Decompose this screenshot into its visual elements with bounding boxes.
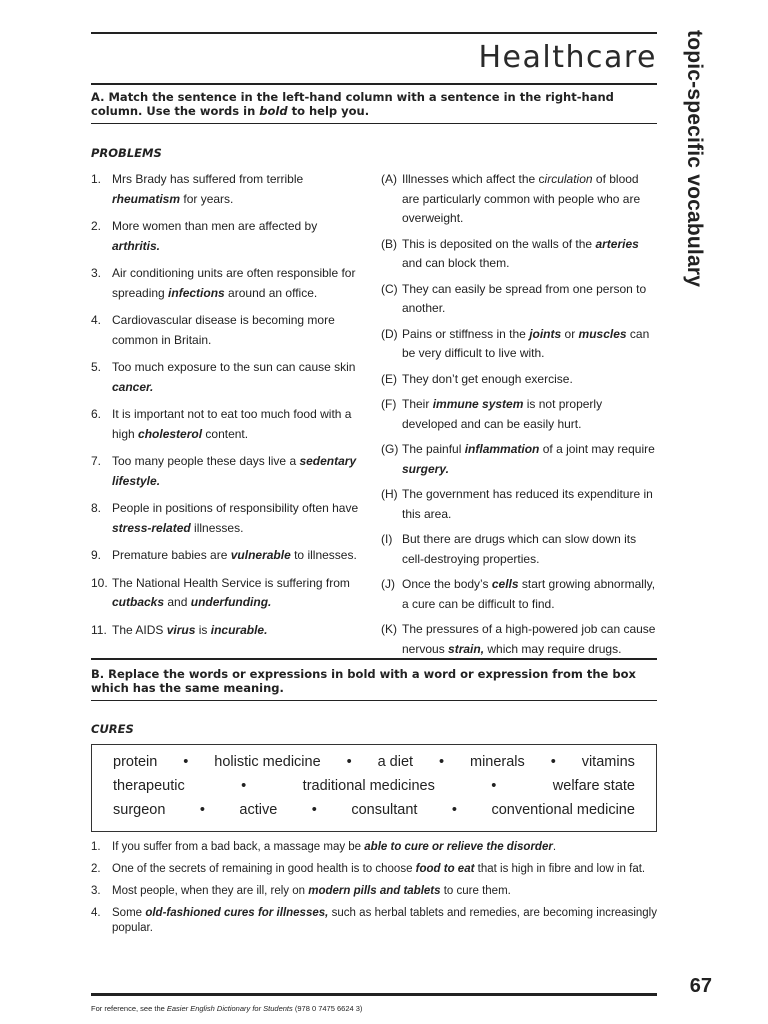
item-number: 9. [91,548,102,562]
text-run: The government has reduced its expenditure in this area. [402,487,653,521]
item-number: (H) [381,487,398,501]
text-run: Premature babies are [112,548,231,562]
item-text [112,862,657,877]
item-text [402,530,657,569]
text-run: Air conditioning units are often responsible for spreading [112,266,356,300]
emphasis-text: underfunding. [190,595,272,609]
text-run: Too much exposure to the sun can cause skin [112,360,356,374]
text-run: start growing abnormally, a cure can be difficult to find. [402,577,656,611]
text-run: A. Match the sentence in the left-hand column with a sentence in the right-hand column. Use the words in [91,90,614,118]
list-item [91,264,367,303]
list-item [91,405,367,444]
emphasis-text: old-fashioned cures for illnesses, [145,907,329,919]
page-title: Healthcare [478,40,657,75]
text-run: illnesses. [190,520,244,535]
emphasis-text: sedentary lifestyle. [112,454,357,488]
list-item [381,485,657,524]
text-run: such as herbal tablets and remedies, are becoming increasingly popular. [112,907,657,934]
emphasis-text: inflammation [464,442,540,456]
item-text [402,620,657,659]
text-run: People in positions of responsibility often have [112,501,359,515]
item-number: 2. [91,219,102,233]
box-word: holistic medicine [214,754,321,770]
box-word: conventional medicine [491,802,635,818]
item-text [112,358,367,397]
text-run: The pressures of a high-powered job can cause nervous [402,622,656,656]
instruction-a-rule [91,123,657,124]
item-number: 2. [91,863,101,875]
emphasis-text: cutbacks [112,595,165,609]
bullet-separator: • [241,778,247,794]
text-run: For reference, see the [91,1004,167,1013]
box-word: minerals [469,754,525,770]
matches-list [381,170,657,659]
list-item [91,862,657,877]
text-run: More women than men are affected by [112,219,318,233]
box-word: protein [113,754,158,770]
text-run: of a joint may require [539,442,655,456]
list-item [91,358,367,397]
emphasis-text: infections [168,285,225,300]
text-run: Once the body’s [402,577,492,591]
emphasis-text: modern pills and tablets [308,885,441,897]
item-text [402,370,657,390]
box-word: consultant [351,802,418,818]
list-item [91,217,367,256]
item-text [112,840,657,855]
text-run: One of the secrets of remaining in good health is to choose [112,863,416,875]
item-number: (J) [381,577,395,591]
emphasis-text: bold [259,104,288,118]
text-run: and can block them. [402,256,510,270]
item-text [112,264,367,303]
item-text [112,574,367,613]
item-number: (C) [381,281,398,296]
emphasis-text: incurable. [210,622,268,637]
box-word: traditional medicines [302,778,435,794]
text-run: Their [402,397,433,411]
list-item [91,906,657,936]
problems-list [91,170,367,640]
item-number: 4. [91,907,101,919]
item-text [402,395,657,434]
text-run: around an office. [224,285,318,300]
list-item [381,395,657,434]
text-run: for years. [180,191,234,206]
list-item [91,170,367,209]
list-item [91,311,367,350]
item-number: 8. [91,501,102,515]
page-number: 67 [689,975,712,997]
instruction-a [91,90,657,118]
text-run: which may require drugs. [484,641,622,656]
emphasis-text: arteries [595,236,639,251]
item-text [402,440,657,479]
text-run: This is deposited on the walls of the [402,236,596,251]
list-item [91,452,367,491]
item-number: 1. [91,841,101,853]
item-number: (D) [381,326,398,341]
text-run: If you suffer from a bad back, a massage may be [112,841,365,853]
list-item [381,620,657,659]
emphasis-text: cholesterol [138,426,203,441]
list-item [91,621,367,641]
text-run: Illnesses which affect the c [402,172,545,186]
text-run: But there are drugs which can slow down its cell-destroying properties. [402,532,637,566]
list-item [381,325,657,364]
text-run: The National Health Service is suffering from [112,575,350,590]
text-run: to illnesses. [290,548,357,562]
emphasis-text: rheumatism [112,191,181,206]
bullet-separator: • [491,778,497,794]
top-rule [91,32,657,34]
item-text [112,170,367,209]
emphasis-text: food to eat [415,863,475,875]
bullet-separator: • [311,802,317,818]
text-run: Most people, when they are ill, rely on [112,885,309,897]
text-run: (978 0 7475 6624 3) [292,1004,363,1013]
item-text [112,217,367,256]
bullet-separator: • [550,754,556,770]
list-item [381,280,657,319]
cures-heading: CURES [91,722,134,736]
item-text [402,485,657,524]
text-run: is not properly developed and can be easily hurt. [402,397,603,431]
emphasis-text: strain, [448,641,485,656]
emphasis-text: cells [491,577,519,591]
list-item [381,530,657,569]
bullet-separator: • [346,754,352,770]
list-item [91,884,657,899]
item-text [402,170,657,229]
emphasis-text: surgery. [402,461,449,476]
item-number: (A) [381,172,397,186]
emphasis-text: vulnerable [230,548,291,562]
text-run: that is high in fibre and low in fat. [474,863,646,875]
text-run: It is important not to eat too much food with a high [112,407,352,441]
text-run: content. [202,426,249,441]
item-text [112,311,367,350]
emphasis-text: able to cure or relieve the disorder [364,841,553,853]
item-number: (K) [381,622,397,636]
text-run: They can easily be spread from one person to another. [402,281,647,315]
item-text [112,499,367,538]
text-run: Pains or stiffness in the [402,326,530,341]
item-number: 5. [91,360,102,374]
text-run: . [552,841,557,853]
bullet-separator: • [199,802,205,818]
item-text [402,235,657,274]
item-text [402,325,657,364]
list-item [91,840,657,855]
item-number: (I) [381,532,393,546]
emphasis-text: immune system [432,397,524,411]
bullet-separator: • [438,754,445,770]
text-run: Some [112,907,146,919]
list-item [91,546,367,566]
item-text [402,575,657,614]
word-box-row [113,802,635,818]
item-number: 6. [91,407,102,421]
item-number: 4. [91,313,102,327]
text-run: to help you. [287,104,370,118]
list-item [91,499,367,538]
instruction-b: B. Replace the words or expressions in bold with a word or expression from the box which has the same meaning. [91,667,636,695]
text-run: can be very difficult to live with. [402,326,650,360]
item-number: 7. [91,454,102,468]
text-run: The AIDS [112,622,167,637]
emphasis-text: muscles [578,326,627,341]
word-box-row [113,754,635,770]
list-item [381,170,657,229]
box-word: a diet [377,754,414,770]
item-text [112,884,657,899]
emphasis-text: stress-related [112,520,191,535]
text-run: or [561,326,579,341]
item-number: 10. [91,575,108,590]
item-text [112,546,367,566]
text-run: and [164,595,191,609]
item-text [112,621,367,641]
item-text [112,906,657,936]
emphasis-text: Easier English Dictionary for Students [166,1004,293,1013]
box-word: surgeon [113,802,166,818]
instruction-b-rule [91,700,657,701]
title-rule [91,83,657,85]
reference-note [91,1004,362,1013]
text-run: of blood are particularly common with people who are overweight. [402,172,641,225]
emphasis-text: irculation [544,172,593,186]
text-run: is [195,622,211,637]
list-item [381,440,657,479]
bullet-separator: • [183,754,189,770]
item-number: (E) [381,371,397,386]
text-run: to cure them. [440,885,511,897]
word-box-row [113,778,635,794]
emphasis-text: joints [529,326,562,341]
item-text [402,280,657,319]
text-run: Mrs Brady has suffered from terrible [112,172,304,186]
text-run: Cardiovascular disease is becoming more common in Britain. [112,313,335,347]
box-word: vitamins [581,754,635,770]
item-number: 11. [91,622,107,637]
text-run: Too many people these days live a [112,454,300,468]
bullet-separator: • [451,802,457,818]
emphasis-text: arthritis. [112,238,161,253]
box-word: therapeutic [113,778,185,794]
list-item [381,370,657,390]
item-text [112,452,367,491]
item-number: (F) [381,397,397,411]
text-run: The painful [402,442,465,456]
emphasis-text: cancer. [112,379,154,394]
item-text [112,405,367,444]
word-box [91,744,657,832]
item-number: 3. [91,266,102,280]
side-topic-label: topic-specific vocabulary [683,30,706,288]
item-number: (G) [381,442,399,456]
text-run: They don’t get enough exercise. [402,371,573,386]
item-number: (B) [381,236,397,251]
cures-exercise-list [91,840,657,943]
emphasis-text: virus [166,622,196,637]
list-item [381,235,657,274]
problems-heading: PROBLEMS [91,146,162,160]
item-number: 3. [91,885,101,897]
box-word: active [239,802,278,818]
footer-rule [91,993,657,996]
item-number: 1. [91,172,102,186]
list-item [381,575,657,614]
box-word: welfare state [552,778,635,794]
list-item [91,574,367,613]
